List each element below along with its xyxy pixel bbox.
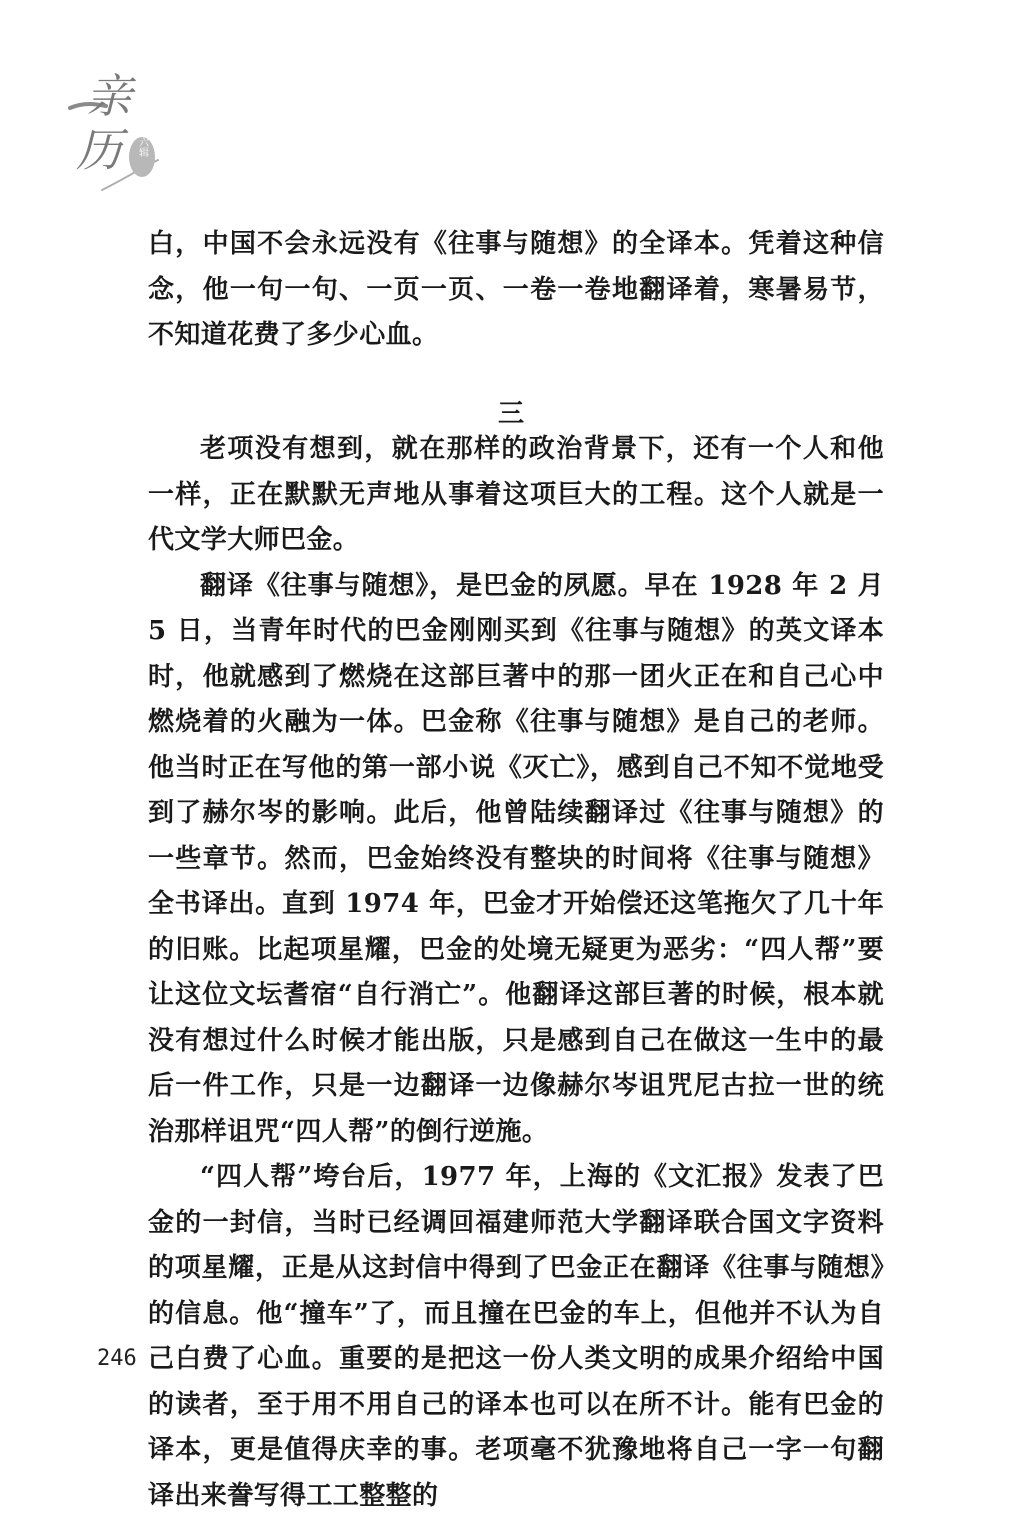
- series-logo-graphic: [62, 62, 182, 192]
- series-logo: [62, 62, 182, 192]
- section-heading: 三: [497, 399, 524, 429]
- paragraph-text: 白，中国不会永远没有《往事与随想》的全译本。凭着这种信念，他一句一句、一页一页、一卷一卷地翻译着，寒暑易节，不知道花费了多少心血。: [148, 229, 884, 350]
- paragraph-text: 老项没有想到，就在那样的政治背景下，还有一个人和他一样，正在默默无声地从事着这项巨大的工程。这个人就是一代文学大师巴金。: [148, 434, 884, 555]
- paragraph-text: “四人帮”垮台后，1977 年，上海的《文汇报》发表了巴金的一封信，当时已经调回福建师范大学翻译联合国文字资料的项星耀，正是从这封信中得到了巴金正在翻译《往事与随想》的信息。他“撞车”了，而且撞在巴金的车上，但他并不认为自己白费了心血。重要的是把这一份人类文明的成果介绍给中国的读者，至于用不用自己的译本也可以在所不计。能有巴金的译本，更是值得庆幸的事。老项毫不犹豫地将自己一字一句翻译出来誊写得工工整整的: [148, 1162, 884, 1511]
- page-number: 246: [97, 1346, 137, 1371]
- logo-char-2: 历: [76, 123, 122, 177]
- section-body: [148, 427, 884, 1519]
- continued-paragraph: [148, 222, 884, 359]
- paragraph-text: 翻译《往事与随想》，是巴金的夙愿。早在 1928 年 2 月 5 日，当青年时代的巴金刚刚买到《往事与随想》的英文译本时，他就感到了燃烧在这部巨著中的那一团火正在和自己心中燃烧着的火融为一体。巴金称《往事与随想》是自己的老师。他当时正在写他的第一部小说《灭亡》，感到自己不知不觉地受到了赫尔岑的影响。此后，他曾陆续翻译过《往事与随想》的一些章节。然而，巴金始终没有整块的时间将《往事与随想》全书译出。直到 1974 年，巴金才开始偿还这笔拖欠了几十年的旧账。比起项星耀，巴金的处境无疑更为恶劣：“四人帮”要让这位文坛耆宿“自行消亡”。他翻译这部巨著的时候，根本就没有想过什么时候才能出版，只是感到自己在做这一生中的最后一件工作，只是一边翻译一边像赫尔岑诅咒尼古拉一世的统治那样诅咒“四人帮”的倒行逆施。: [148, 570, 884, 1147]
- logo-stamp-text: 第六辑: [136, 127, 148, 157]
- logo-char-1: 亲: [86, 69, 132, 123]
